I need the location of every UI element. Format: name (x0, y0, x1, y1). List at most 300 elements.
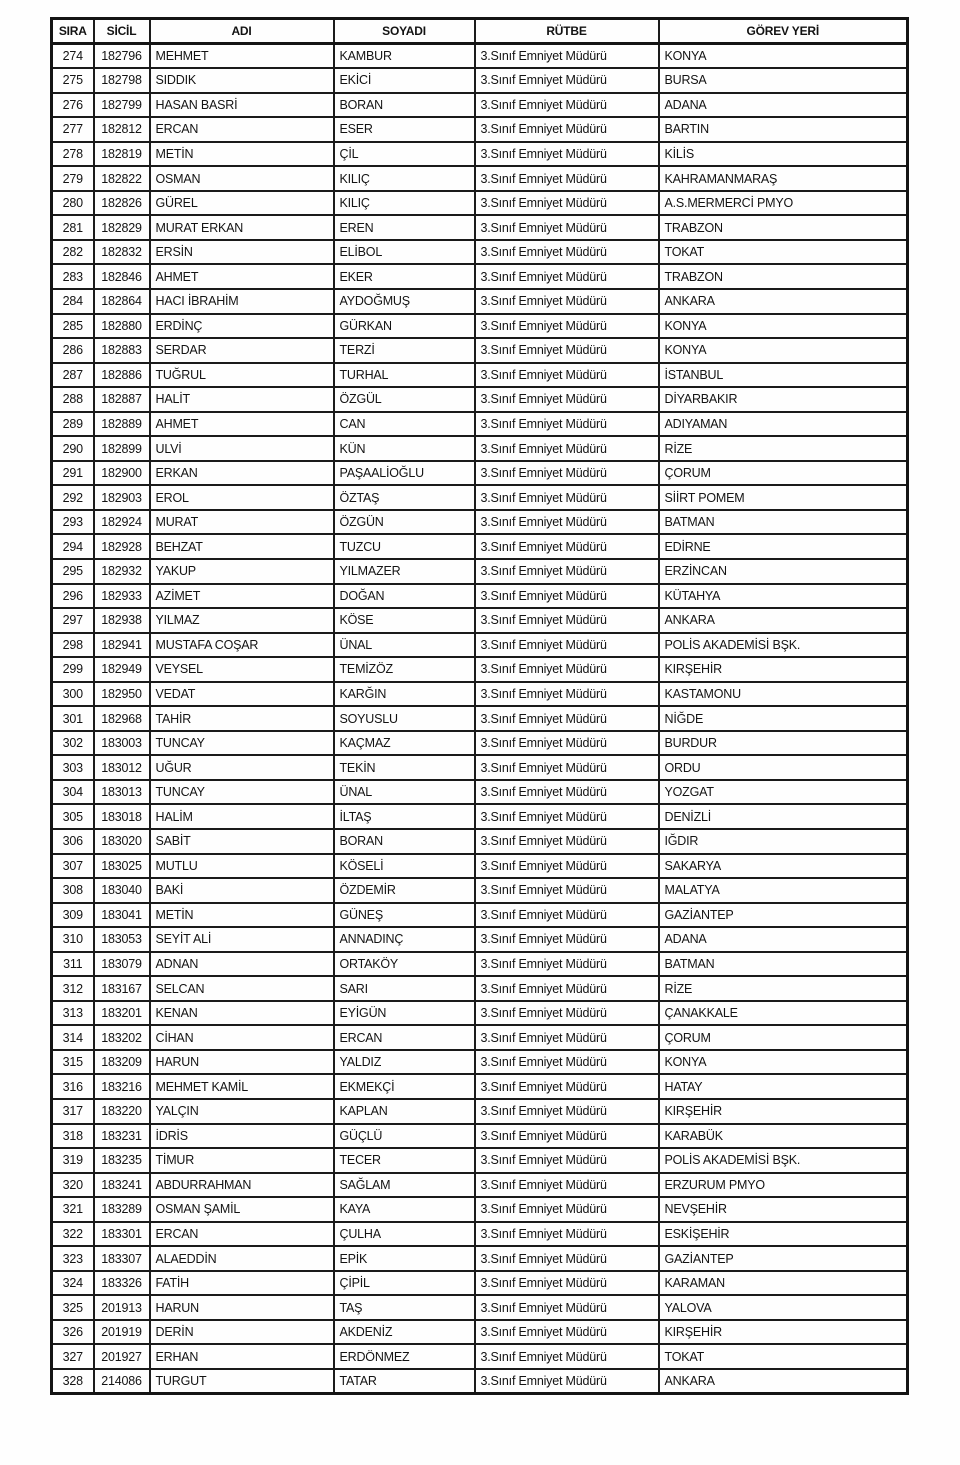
cell-adi: TAHİR (150, 706, 334, 731)
cell-sira: 308 (52, 878, 94, 903)
table-row (52, 289, 908, 314)
cell-soyadi: ÖZDEMİR (334, 878, 475, 903)
cell-gorev_yeri: TRABZON (659, 264, 908, 289)
cell-gorev_yeri: BATMAN (659, 510, 908, 535)
cell-adi: SABİT (150, 829, 334, 854)
table-row (52, 976, 908, 1001)
cell-adi: ALAEDDİN (150, 1246, 334, 1271)
table-row (52, 68, 908, 93)
cell-adi: MURAT ERKAN (150, 215, 334, 240)
cell-gorev_yeri: YALOVA (659, 1295, 908, 1320)
cell-sira: 298 (52, 633, 94, 658)
cell-sira: 303 (52, 755, 94, 780)
table-row (52, 1222, 908, 1247)
cell-rutbe: 3.Sınıf Emniyet Müdürü (475, 240, 659, 265)
table-row (52, 363, 908, 388)
table-row (52, 633, 908, 658)
cell-rutbe: 3.Sınıf Emniyet Müdürü (475, 731, 659, 756)
cell-gorev_yeri: ANKARA (659, 608, 908, 633)
cell-sira: 309 (52, 903, 94, 928)
cell-sicil: 182883 (94, 338, 150, 363)
cell-sicil: 182949 (94, 657, 150, 682)
cell-soyadi: EYİGÜN (334, 1001, 475, 1026)
cell-sicil: 183013 (94, 780, 150, 805)
cell-rutbe: 3.Sınıf Emniyet Müdürü (475, 338, 659, 363)
cell-soyadi: EKİCİ (334, 68, 475, 93)
cell-gorev_yeri: POLİS AKADEMİSİ BŞK. (659, 633, 908, 658)
cell-adi: TUNCAY (150, 780, 334, 805)
table-row (52, 755, 908, 780)
column-header-adi: ADI (150, 19, 334, 44)
cell-sira: 286 (52, 338, 94, 363)
table-row (52, 1271, 908, 1296)
cell-sira: 311 (52, 952, 94, 977)
cell-adi: DERİN (150, 1320, 334, 1345)
cell-adi: TİMUR (150, 1148, 334, 1173)
cell-gorev_yeri: BARTIN (659, 117, 908, 142)
table-header-row (52, 19, 908, 44)
cell-soyadi: ANNADINÇ (334, 927, 475, 952)
cell-sira: 321 (52, 1197, 94, 1222)
cell-gorev_yeri: POLİS AKADEMİSİ BŞK. (659, 1148, 908, 1173)
cell-rutbe: 3.Sınıf Emniyet Müdürü (475, 657, 659, 682)
cell-sicil: 182924 (94, 510, 150, 535)
cell-sira: 283 (52, 264, 94, 289)
table-row (52, 166, 908, 191)
cell-gorev_yeri: ANKARA (659, 289, 908, 314)
cell-adi: AZİMET (150, 584, 334, 609)
cell-rutbe: 3.Sınıf Emniyet Müdürü (475, 215, 659, 240)
table-row (52, 584, 908, 609)
cell-sira: 297 (52, 608, 94, 633)
table-row (52, 682, 908, 707)
cell-adi: HASAN BASRİ (150, 93, 334, 118)
cell-sicil: 183301 (94, 1222, 150, 1247)
cell-sira: 276 (52, 93, 94, 118)
column-header-soyadi: SOYADI (334, 19, 475, 44)
cell-sira: 288 (52, 387, 94, 412)
cell-sira: 328 (52, 1369, 94, 1394)
table-row (52, 191, 908, 216)
cell-rutbe: 3.Sınıf Emniyet Müdürü (475, 1246, 659, 1271)
cell-sicil: 183025 (94, 854, 150, 879)
table-row (52, 1369, 908, 1394)
cell-rutbe: 3.Sınıf Emniyet Müdürü (475, 117, 659, 142)
cell-soyadi: GÜÇLÜ (334, 1124, 475, 1149)
cell-soyadi: ERCAN (334, 1025, 475, 1050)
cell-rutbe: 3.Sınıf Emniyet Müdürü (475, 1074, 659, 1099)
cell-sira: 314 (52, 1025, 94, 1050)
cell-rutbe: 3.Sınıf Emniyet Müdürü (475, 1344, 659, 1369)
table-row (52, 608, 908, 633)
cell-sicil: 183326 (94, 1271, 150, 1296)
cell-soyadi: ÇULHA (334, 1222, 475, 1247)
cell-sira: 275 (52, 68, 94, 93)
cell-adi: ERCAN (150, 117, 334, 142)
table-row (52, 215, 908, 240)
cell-soyadi: ÇİL (334, 142, 475, 167)
cell-rutbe: 3.Sınıf Emniyet Müdürü (475, 755, 659, 780)
cell-rutbe: 3.Sınıf Emniyet Müdürü (475, 166, 659, 191)
cell-gorev_yeri: KAHRAMANMARAŞ (659, 166, 908, 191)
cell-adi: AHMET (150, 412, 334, 437)
table-row (52, 1197, 908, 1222)
cell-soyadi: TAŞ (334, 1295, 475, 1320)
cell-sira: 281 (52, 215, 94, 240)
table-row (52, 412, 908, 437)
cell-soyadi: AKDENİZ (334, 1320, 475, 1345)
cell-sira: 274 (52, 44, 94, 69)
cell-adi: MEHMET KAMİL (150, 1074, 334, 1099)
cell-soyadi: BORAN (334, 93, 475, 118)
cell-sicil: 182941 (94, 633, 150, 658)
cell-rutbe: 3.Sınıf Emniyet Müdürü (475, 191, 659, 216)
table-row (52, 829, 908, 854)
cell-sicil: 182938 (94, 608, 150, 633)
cell-adi: SELCAN (150, 976, 334, 1001)
cell-sira: 291 (52, 461, 94, 486)
table-row (52, 240, 908, 265)
table-row (52, 1246, 908, 1271)
table-row (52, 1001, 908, 1026)
cell-rutbe: 3.Sınıf Emniyet Müdürü (475, 461, 659, 486)
cell-sira: 319 (52, 1148, 94, 1173)
cell-sira: 289 (52, 412, 94, 437)
table-row (52, 1025, 908, 1050)
cell-soyadi: SAĞLAM (334, 1173, 475, 1198)
cell-sira: 287 (52, 363, 94, 388)
cell-rutbe: 3.Sınıf Emniyet Müdürü (475, 314, 659, 339)
cell-sicil: 182819 (94, 142, 150, 167)
cell-sira: 279 (52, 166, 94, 191)
cell-sicil: 182826 (94, 191, 150, 216)
cell-soyadi: BORAN (334, 829, 475, 854)
cell-adi: OSMAN ŞAMİL (150, 1197, 334, 1222)
cell-adi: TURGUT (150, 1369, 334, 1394)
cell-rutbe: 3.Sınıf Emniyet Müdürü (475, 1099, 659, 1124)
cell-gorev_yeri: EDİRNE (659, 534, 908, 559)
cell-sicil: 214086 (94, 1369, 150, 1394)
cell-gorev_yeri: HATAY (659, 1074, 908, 1099)
cell-sira: 296 (52, 584, 94, 609)
cell-gorev_yeri: A.S.MERMERCİ PMYO (659, 191, 908, 216)
cell-sicil: 182932 (94, 559, 150, 584)
table-row (52, 1173, 908, 1198)
table-row (52, 461, 908, 486)
table-row (52, 485, 908, 510)
cell-adi: BAKİ (150, 878, 334, 903)
cell-adi: HALİM (150, 804, 334, 829)
cell-soyadi: ELİBOL (334, 240, 475, 265)
cell-gorev_yeri: GAZİANTEP (659, 1246, 908, 1271)
cell-rutbe: 3.Sınıf Emniyet Müdürü (475, 1148, 659, 1173)
cell-gorev_yeri: IĞDIR (659, 829, 908, 854)
table-row (52, 1320, 908, 1345)
cell-sicil: 183289 (94, 1197, 150, 1222)
cell-adi: SERDAR (150, 338, 334, 363)
cell-soyadi: TURHAL (334, 363, 475, 388)
cell-adi: ERDİNÇ (150, 314, 334, 339)
cell-rutbe: 3.Sınıf Emniyet Müdürü (475, 1271, 659, 1296)
cell-gorev_yeri: TOKAT (659, 240, 908, 265)
cell-adi: MURAT (150, 510, 334, 535)
cell-adi: YILMAZ (150, 608, 334, 633)
cell-rutbe: 3.Sınıf Emniyet Müdürü (475, 1001, 659, 1026)
cell-sicil: 183053 (94, 927, 150, 952)
cell-adi: ERHAN (150, 1344, 334, 1369)
column-header-rutbe: RÜTBE (475, 19, 659, 44)
cell-sira: 307 (52, 854, 94, 879)
cell-adi: TUNCAY (150, 731, 334, 756)
cell-sicil: 183220 (94, 1099, 150, 1124)
cell-sicil: 182899 (94, 436, 150, 461)
cell-gorev_yeri: DENİZLİ (659, 804, 908, 829)
cell-gorev_yeri: KİLİS (659, 142, 908, 167)
table-row (52, 1074, 908, 1099)
table-row (52, 731, 908, 756)
cell-rutbe: 3.Sınıf Emniyet Müdürü (475, 559, 659, 584)
cell-sicil: 182798 (94, 68, 150, 93)
cell-sira: 320 (52, 1173, 94, 1198)
cell-rutbe: 3.Sınıf Emniyet Müdürü (475, 1173, 659, 1198)
cell-sicil: 183216 (94, 1074, 150, 1099)
cell-adi: HARUN (150, 1295, 334, 1320)
cell-soyadi: ERDÖNMEZ (334, 1344, 475, 1369)
cell-gorev_yeri: KIRŞEHİR (659, 657, 908, 682)
cell-adi: METİN (150, 142, 334, 167)
cell-adi: ERCAN (150, 1222, 334, 1247)
cell-rutbe: 3.Sınıf Emniyet Müdürü (475, 485, 659, 510)
table-row (52, 93, 908, 118)
cell-adi: CİHAN (150, 1025, 334, 1050)
cell-sira: 318 (52, 1124, 94, 1149)
cell-sira: 310 (52, 927, 94, 952)
cell-sicil: 182812 (94, 117, 150, 142)
personnel-table (50, 17, 909, 1395)
cell-adi: SEYİT ALİ (150, 927, 334, 952)
cell-gorev_yeri: ESKİŞEHİR (659, 1222, 908, 1247)
cell-rutbe: 3.Sınıf Emniyet Müdürü (475, 584, 659, 609)
cell-soyadi: EPİK (334, 1246, 475, 1271)
cell-sira: 294 (52, 534, 94, 559)
cell-sira: 327 (52, 1344, 94, 1369)
cell-gorev_yeri: RİZE (659, 976, 908, 1001)
cell-adi: ULVİ (150, 436, 334, 461)
table-row (52, 117, 908, 142)
table-row (52, 854, 908, 879)
cell-gorev_yeri: KIRŞEHİR (659, 1320, 908, 1345)
cell-adi: MUSTAFA COŞAR (150, 633, 334, 658)
cell-sicil: 182903 (94, 485, 150, 510)
table-row (52, 952, 908, 977)
cell-sicil: 182864 (94, 289, 150, 314)
table-row (52, 264, 908, 289)
cell-gorev_yeri: TOKAT (659, 1344, 908, 1369)
cell-sicil: 183003 (94, 731, 150, 756)
cell-adi: OSMAN (150, 166, 334, 191)
cell-sicil: 182886 (94, 363, 150, 388)
cell-rutbe: 3.Sınıf Emniyet Müdürü (475, 1124, 659, 1149)
cell-gorev_yeri: ERZİNCAN (659, 559, 908, 584)
cell-gorev_yeri: ÇANAKKALE (659, 1001, 908, 1026)
cell-sicil: 182846 (94, 264, 150, 289)
cell-gorev_yeri: SAKARYA (659, 854, 908, 879)
table-row (52, 903, 908, 928)
cell-sira: 317 (52, 1099, 94, 1124)
cell-adi: SIDDIK (150, 68, 334, 93)
table-row (52, 436, 908, 461)
cell-sicil: 183231 (94, 1124, 150, 1149)
cell-soyadi: EKMEKÇİ (334, 1074, 475, 1099)
cell-rutbe: 3.Sınıf Emniyet Müdürü (475, 387, 659, 412)
cell-rutbe: 3.Sınıf Emniyet Müdürü (475, 289, 659, 314)
cell-rutbe: 3.Sınıf Emniyet Müdürü (475, 93, 659, 118)
cell-adi: ERKAN (150, 461, 334, 486)
table-row (52, 1050, 908, 1075)
cell-sicil: 182933 (94, 584, 150, 609)
cell-rutbe: 3.Sınıf Emniyet Müdürü (475, 608, 659, 633)
cell-sira: 316 (52, 1074, 94, 1099)
cell-adi: ABDURRAHMAN (150, 1173, 334, 1198)
cell-sicil: 182950 (94, 682, 150, 707)
cell-sicil: 182832 (94, 240, 150, 265)
cell-sira: 285 (52, 314, 94, 339)
cell-soyadi: ÖZTAŞ (334, 485, 475, 510)
cell-sira: 305 (52, 804, 94, 829)
cell-sicil: 183012 (94, 755, 150, 780)
cell-sira: 290 (52, 436, 94, 461)
cell-soyadi: KAYA (334, 1197, 475, 1222)
cell-sicil: 182822 (94, 166, 150, 191)
cell-soyadi: TATAR (334, 1369, 475, 1394)
table-row (52, 927, 908, 952)
cell-gorev_yeri: ANKARA (659, 1369, 908, 1394)
cell-rutbe: 3.Sınıf Emniyet Müdürü (475, 510, 659, 535)
cell-sicil: 182928 (94, 534, 150, 559)
cell-rutbe: 3.Sınıf Emniyet Müdürü (475, 903, 659, 928)
cell-soyadi: EREN (334, 215, 475, 240)
cell-soyadi: TUZCU (334, 534, 475, 559)
cell-gorev_yeri: KONYA (659, 1050, 908, 1075)
cell-gorev_yeri: KARABÜK (659, 1124, 908, 1149)
cell-gorev_yeri: KONYA (659, 314, 908, 339)
cell-rutbe: 3.Sınıf Emniyet Müdürü (475, 412, 659, 437)
cell-soyadi: SARI (334, 976, 475, 1001)
cell-soyadi: KAPLAN (334, 1099, 475, 1124)
table-body (52, 44, 908, 1394)
cell-soyadi: KAÇMAZ (334, 731, 475, 756)
cell-sicil: 182880 (94, 314, 150, 339)
cell-sicil: 182968 (94, 706, 150, 731)
cell-sira: 304 (52, 780, 94, 805)
table-row (52, 878, 908, 903)
cell-sicil: 183167 (94, 976, 150, 1001)
cell-sicil: 182796 (94, 44, 150, 69)
cell-rutbe: 3.Sınıf Emniyet Müdürü (475, 682, 659, 707)
cell-sira: 302 (52, 731, 94, 756)
cell-gorev_yeri: KIRŞEHİR (659, 1099, 908, 1124)
cell-gorev_yeri: GAZİANTEP (659, 903, 908, 928)
cell-sicil: 183020 (94, 829, 150, 854)
cell-sira: 292 (52, 485, 94, 510)
cell-rutbe: 3.Sınıf Emniyet Müdürü (475, 780, 659, 805)
cell-sira: 295 (52, 559, 94, 584)
cell-adi: HALİT (150, 387, 334, 412)
cell-sicil: 182799 (94, 93, 150, 118)
cell-adi: ADNAN (150, 952, 334, 977)
cell-gorev_yeri: ERZURUM PMYO (659, 1173, 908, 1198)
cell-adi: VEYSEL (150, 657, 334, 682)
table-row (52, 1124, 908, 1149)
cell-gorev_yeri: TRABZON (659, 215, 908, 240)
cell-rutbe: 3.Sınıf Emniyet Müdürü (475, 68, 659, 93)
column-header-sicil: SİCİL (94, 19, 150, 44)
cell-sicil: 183202 (94, 1025, 150, 1050)
cell-gorev_yeri: KÜTAHYA (659, 584, 908, 609)
cell-rutbe: 3.Sınıf Emniyet Müdürü (475, 1197, 659, 1222)
column-header-sira: SIRA (52, 19, 94, 44)
cell-adi: HARUN (150, 1050, 334, 1075)
table-row (52, 559, 908, 584)
cell-sicil: 183307 (94, 1246, 150, 1271)
cell-sicil: 182889 (94, 412, 150, 437)
cell-soyadi: ESER (334, 117, 475, 142)
cell-sira: 312 (52, 976, 94, 1001)
cell-sicil: 201919 (94, 1320, 150, 1345)
cell-gorev_yeri: ADANA (659, 93, 908, 118)
cell-soyadi: GÜNEŞ (334, 903, 475, 928)
cell-sira: 284 (52, 289, 94, 314)
cell-rutbe: 3.Sınıf Emniyet Müdürü (475, 142, 659, 167)
cell-soyadi: ÖZGÜN (334, 510, 475, 535)
cell-soyadi: DOĞAN (334, 584, 475, 609)
cell-soyadi: ÖZGÜL (334, 387, 475, 412)
cell-sicil: 183040 (94, 878, 150, 903)
cell-rutbe: 3.Sınıf Emniyet Müdürü (475, 534, 659, 559)
cell-adi: VEDAT (150, 682, 334, 707)
cell-sicil: 183079 (94, 952, 150, 977)
table-row (52, 314, 908, 339)
cell-sicil: 182900 (94, 461, 150, 486)
cell-adi: BEHZAT (150, 534, 334, 559)
cell-sicil: 183018 (94, 804, 150, 829)
cell-soyadi: EKER (334, 264, 475, 289)
table-row (52, 1344, 908, 1369)
cell-soyadi: KILIÇ (334, 191, 475, 216)
cell-adi: ERSİN (150, 240, 334, 265)
cell-rutbe: 3.Sınıf Emniyet Müdürü (475, 804, 659, 829)
cell-gorev_yeri: MALATYA (659, 878, 908, 903)
cell-rutbe: 3.Sınıf Emniyet Müdürü (475, 1320, 659, 1345)
cell-gorev_yeri: KONYA (659, 44, 908, 69)
cell-sicil: 182887 (94, 387, 150, 412)
table-row (52, 706, 908, 731)
cell-gorev_yeri: ÇORUM (659, 1025, 908, 1050)
cell-gorev_yeri: YOZGAT (659, 780, 908, 805)
cell-adi: METİN (150, 903, 334, 928)
cell-sira: 293 (52, 510, 94, 535)
cell-sicil: 201927 (94, 1344, 150, 1369)
cell-sira: 313 (52, 1001, 94, 1026)
cell-soyadi: TEKİN (334, 755, 475, 780)
cell-rutbe: 3.Sınıf Emniyet Müdürü (475, 854, 659, 879)
cell-soyadi: YILMAZER (334, 559, 475, 584)
cell-adi: AHMET (150, 264, 334, 289)
cell-soyadi: ÜNAL (334, 633, 475, 658)
cell-adi: HACI İBRAHİM (150, 289, 334, 314)
cell-gorev_yeri: ORDU (659, 755, 908, 780)
cell-gorev_yeri: KARAMAN (659, 1271, 908, 1296)
